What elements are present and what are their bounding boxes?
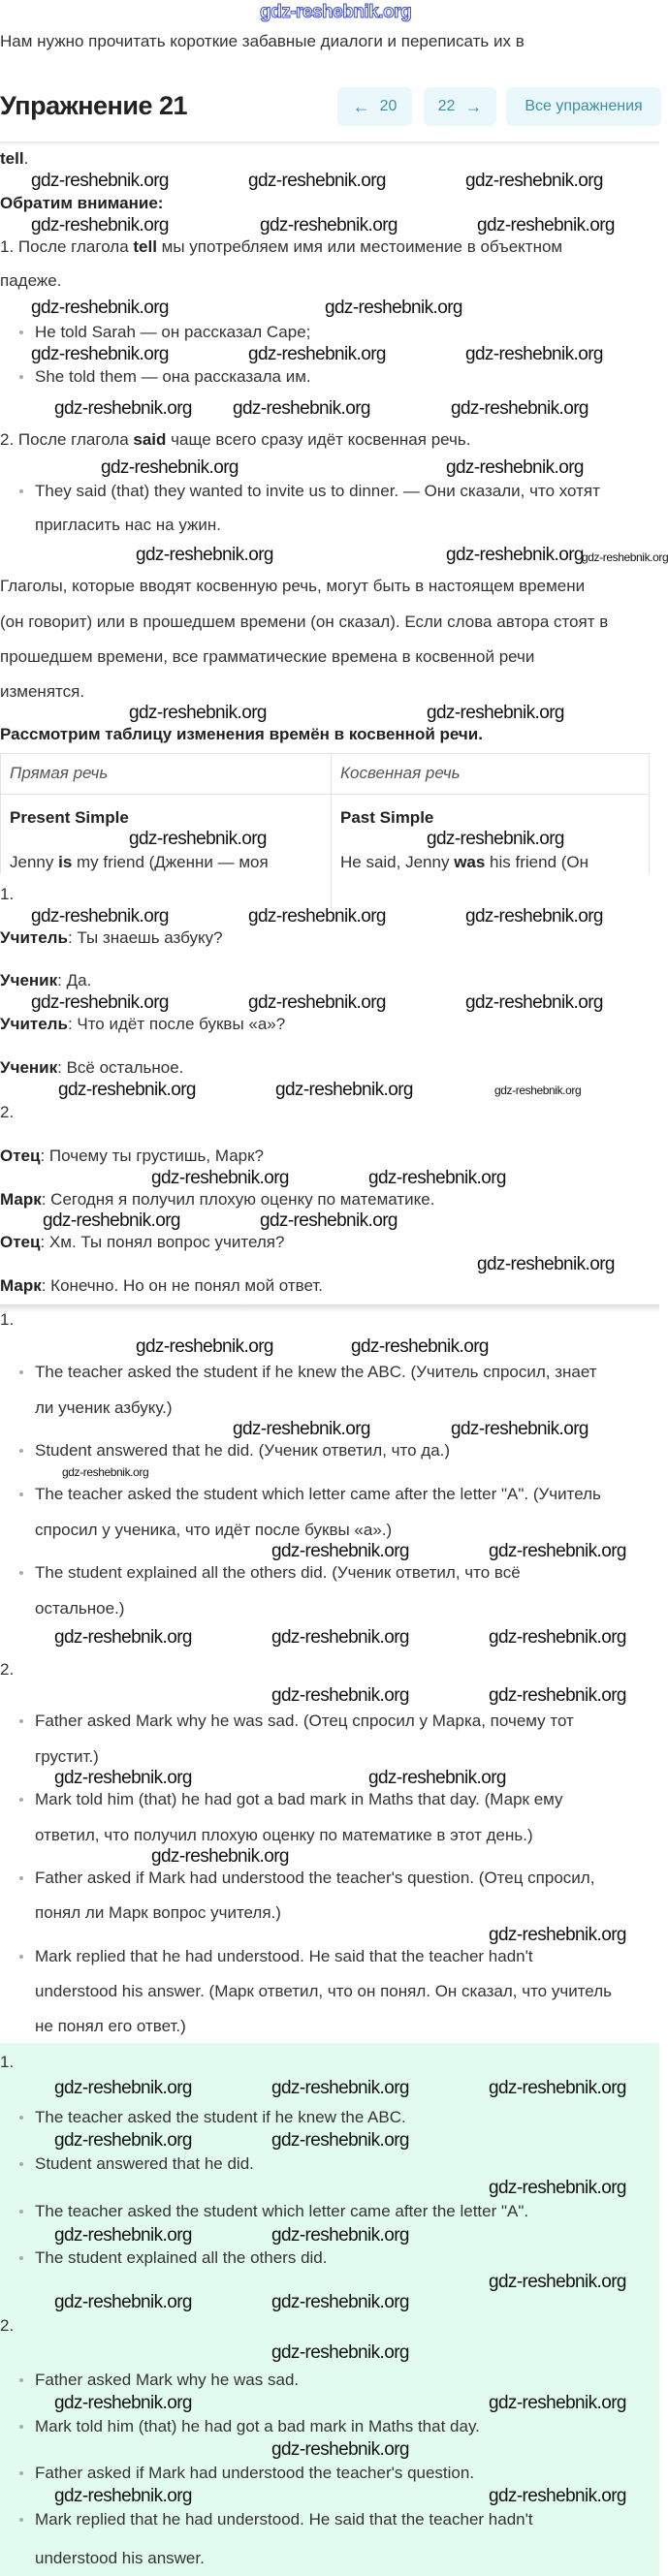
speaker: Марк xyxy=(0,1276,42,1295)
watermark: gdz-reshebnik.org xyxy=(54,2393,192,2413)
watermark: gdz-reshebnik.org xyxy=(368,1768,506,1788)
bullet-icon xyxy=(19,2210,23,2214)
paragraph-line: (он говорит) или в прошедшем времени (он сказал). Если слова автора стоят в xyxy=(0,613,609,631)
list-item: The student explained all the others did. xyxy=(35,2248,328,2267)
watermark: gdz-reshebnik.org xyxy=(351,1336,489,1357)
dialogue-line xyxy=(0,970,91,991)
watermark: gdz-reshebnik.org xyxy=(489,2078,626,2098)
list-item-cont: understood his answer. xyxy=(35,2549,205,2567)
text: чаще всего сразу идёт косвенная речь. xyxy=(166,430,471,449)
text-bold: said xyxy=(133,430,167,449)
watermark: gdz-reshebnik.org xyxy=(54,1627,192,1648)
table-cell xyxy=(1,794,331,910)
text: 1. После глагола xyxy=(0,237,134,256)
speaker: Отец xyxy=(0,1147,41,1165)
watermark: gdz-reshebnik.org xyxy=(62,1465,149,1479)
notice-point-1 xyxy=(0,236,562,258)
watermark: gdz-reshebnik.org xyxy=(260,215,398,236)
paragraph-line: прошедшем времени, все грамматические времена в косвенной речи xyxy=(0,647,535,666)
watermark: gdz-reshebnik.org xyxy=(489,1627,626,1648)
watermark: gdz-reshebnik.org xyxy=(489,1685,626,1706)
list-item: The teacher asked the student if he knew the ABC. xyxy=(35,2108,406,2126)
watermark: gdz-reshebnik.org xyxy=(248,992,386,1013)
bullet-icon xyxy=(19,1955,23,1959)
tense-indirect: Past Simple xyxy=(340,808,434,827)
speech: : Конечно. Но он не понял мой ответ. xyxy=(41,1276,324,1295)
list-item: The teacher asked the student if he knew the ABC. (Учитель спросил, знает xyxy=(35,1363,597,1381)
watermark: gdz-reshebnik.org xyxy=(136,1336,273,1357)
section-divider xyxy=(0,1304,659,1312)
watermark: gdz-reshebnik.org xyxy=(54,2292,192,2312)
dialogue-line xyxy=(0,1189,434,1210)
watermark: gdz-reshebnik.org xyxy=(54,398,192,419)
watermark: gdz-reshebnik.org xyxy=(31,171,169,191)
table-header-row xyxy=(1,754,649,795)
notice-point-1-cont: падеже. xyxy=(0,271,62,290)
bullet-icon xyxy=(19,489,23,493)
dialogue-1-number: 1. xyxy=(0,885,15,903)
watermark: gdz-reshebnik.org xyxy=(446,457,584,478)
site-logo[interactable]: gdz-reshebnik.org xyxy=(260,2,412,22)
list-item-cont: остальное.) xyxy=(35,1599,125,1618)
example-item: She told them — она рассказала им. xyxy=(35,367,311,386)
watermark: gdz-reshebnik.org xyxy=(271,2078,409,2098)
list-item: Mark replied that he had understood. He said that the teacher hadn't xyxy=(35,1947,533,1965)
dialogue-line xyxy=(0,927,223,949)
watermark: gdz-reshebnik.org xyxy=(271,2292,409,2312)
bullet-icon xyxy=(19,2471,23,2475)
watermark: gdz-reshebnik.org xyxy=(129,703,267,723)
watermark: gdz-reshebnik.org xyxy=(54,2078,192,2098)
speech: : Сегодня я получил плохую оценку по математике. xyxy=(41,1190,435,1209)
watermark: gdz-reshebnik.org xyxy=(54,2130,192,2151)
list-item: Student answered that he did. (Ученик ответил, что да.) xyxy=(35,1441,451,1460)
tell-rest: . xyxy=(23,149,29,168)
example-item-cont: пригласить нас на ужин. xyxy=(35,516,222,534)
dialogue-line xyxy=(0,1232,284,1253)
watermark: gdz-reshebnik.org xyxy=(271,2439,409,2460)
watermark: gdz-reshebnik.org xyxy=(477,1254,615,1274)
header-divider xyxy=(0,141,659,145)
table-header-cell xyxy=(1,754,331,794)
bullet-icon xyxy=(19,1492,23,1496)
watermark: gdz-reshebnik.org xyxy=(465,992,603,1013)
bullet-icon xyxy=(19,2256,23,2260)
tell-line xyxy=(0,148,28,170)
example-item: He told Sarah — он рассказал Саре; xyxy=(35,323,311,341)
text: мы употребляем имя или местоимение в объектном xyxy=(156,237,563,256)
speaker: Ученик xyxy=(0,971,58,990)
list-item: Student answered that he did. xyxy=(35,2154,254,2173)
bullet-icon xyxy=(19,1798,23,1802)
watermark: gdz-reshebnik.org xyxy=(451,1419,588,1439)
arrow-left-icon: ← xyxy=(352,96,370,116)
watermark: gdz-reshebnik.org xyxy=(233,1419,370,1439)
list-item-cont: ли ученик азбуку.) xyxy=(35,1398,173,1417)
watermark: gdz-reshebnik.org xyxy=(54,2486,192,2506)
table-row xyxy=(1,794,649,910)
list-item: Father asked Mark why he was sad. xyxy=(35,2371,300,2389)
watermark: gdz-reshebnik.org xyxy=(271,1685,409,1706)
watermark: gdz-reshebnik.org xyxy=(58,1080,196,1100)
watermark: gdz-reshebnik.org xyxy=(489,1925,626,1945)
header-direct: Прямая речь xyxy=(10,764,109,782)
list-item: The student explained all the others did. (Ученик ответил, что всё xyxy=(35,1563,521,1582)
watermark: gdz-reshebnik.org xyxy=(325,298,462,318)
list-item: Father asked if Mark had understood the teacher's question. xyxy=(35,2464,475,2482)
list-item: Father asked Mark why he was sad. (Отец спросил у Марка, почему тот xyxy=(35,1712,574,1730)
table-title: Рассмотрим таблицу изменения времён в косвенной речи. xyxy=(0,725,483,743)
example-direct xyxy=(10,852,269,873)
bullet-icon xyxy=(19,1449,23,1453)
watermark: gdz-reshebnik.org xyxy=(31,992,169,1013)
list-item-cont: спросил у ученика, что идёт после буквы «а».) xyxy=(35,1521,393,1539)
speaker: Ученик xyxy=(0,1058,58,1077)
paragraph-line: изменятся. xyxy=(0,682,85,701)
text: He said, Jenny xyxy=(340,853,455,871)
speaker: Учитель xyxy=(0,1015,68,1033)
watermark: gdz-reshebnik.org xyxy=(446,545,584,565)
watermark: gdz-reshebnik.org xyxy=(489,2178,626,2198)
list-item: The teacher asked the student which letter came after the letter "A". xyxy=(35,2202,529,2220)
bullet-icon xyxy=(19,1571,23,1575)
list-item: Mark told him (that) he had got a bad mark in Maths that day. xyxy=(35,2417,480,2435)
header-indirect: Косвенная речь xyxy=(340,764,461,782)
text: his friend (Он xyxy=(485,853,589,871)
watermark: gdz-reshebnik.org xyxy=(427,703,564,723)
page-title: Упражнение 21 xyxy=(0,91,188,120)
prev-exercise-button[interactable] xyxy=(337,87,412,126)
next-exercise-label: 22 xyxy=(437,98,456,114)
watermark: gdz-reshebnik.org xyxy=(271,1627,409,1648)
watermark: gdz-reshebnik.org xyxy=(271,2342,409,2363)
watermark: gdz-reshebnik.org xyxy=(465,171,603,191)
watermark: gdz-reshebnik.org xyxy=(427,829,564,849)
watermark: gdz-reshebnik.org xyxy=(489,2486,626,2506)
watermark: gdz-reshebnik.org xyxy=(271,2130,409,2151)
watermark: gdz-reshebnik.org xyxy=(494,1084,582,1097)
text-bold: tell xyxy=(133,237,157,256)
watermark: gdz-reshebnik.org xyxy=(451,398,588,419)
all-exercises-button[interactable] xyxy=(506,87,661,126)
speaker: Марк xyxy=(0,1190,42,1209)
notice-point-2 xyxy=(0,429,470,451)
watermark: gdz-reshebnik.org xyxy=(582,550,668,564)
bullet-icon xyxy=(19,2116,23,2120)
tense-direct: Present Simple xyxy=(10,808,129,827)
watermark: gdz-reshebnik.org xyxy=(31,298,169,318)
watermark: gdz-reshebnik.org xyxy=(54,1768,192,1788)
speech: : Что идёт после буквы «а»? xyxy=(67,1015,286,1033)
watermark: gdz-reshebnik.org xyxy=(129,829,267,849)
list-item: The teacher asked the student which letter came after the letter "A". (Учитель xyxy=(35,1485,601,1503)
bullet-icon xyxy=(19,1876,23,1880)
dialogue-2-number: 2. xyxy=(0,1103,15,1121)
list-item-cont: ответил, что получил плохую оценку по математике в этот день.) xyxy=(35,1826,533,1844)
paragraph-line: Глаголы, которые вводят косвенную речь, могут быть в настоящем времени xyxy=(0,577,586,595)
arrow-right-icon: → xyxy=(464,96,483,116)
list-item: Mark told him (that) he had got a bad mark in Maths that day. (Марк ему xyxy=(35,1790,563,1808)
text: Jenny xyxy=(10,853,59,871)
dialogue-line xyxy=(0,1057,183,1079)
list-number: 2. xyxy=(0,2316,15,2335)
list-item-cont: understood his answer. (Марк ответил, что он понял. Он сказал, что учитель xyxy=(35,1982,612,2000)
tell-word: tell xyxy=(0,149,24,168)
bullet-icon xyxy=(19,2518,23,2522)
watermark: gdz-reshebnik.org xyxy=(489,2393,626,2413)
watermark: gdz-reshebnik.org xyxy=(275,1080,413,1100)
prev-exercise-label: 20 xyxy=(379,98,398,114)
speech: : Да. xyxy=(57,971,92,990)
watermark: gdz-reshebnik.org xyxy=(248,906,386,927)
example-indirect xyxy=(340,852,588,873)
watermark: gdz-reshebnik.org xyxy=(233,398,370,419)
speech: : Почему ты грустишь, Марк? xyxy=(40,1147,265,1165)
list-item-cont: понял ли Марк вопрос учителя.) xyxy=(35,1903,281,1922)
text: 2. После глагола xyxy=(0,430,134,449)
list-number: 2. xyxy=(0,1660,15,1679)
bullet-icon xyxy=(19,2425,23,2429)
list-number: 1. xyxy=(0,1310,15,1329)
watermark: gdz-reshebnik.org xyxy=(477,215,615,236)
list-item: Mark replied that he had understood. He said that the teacher hadn't xyxy=(35,2510,533,2529)
bullet-icon xyxy=(19,2162,23,2166)
speech: : Хм. Ты понял вопрос учителя? xyxy=(40,1233,285,1251)
speaker: Учитель xyxy=(0,928,68,947)
watermark: gdz-reshebnik.org xyxy=(31,906,169,927)
watermark: gdz-reshebnik.org xyxy=(271,1541,409,1561)
bullet-icon xyxy=(19,375,23,379)
text: my friend (Дженни — моя xyxy=(72,853,269,871)
speaker: Отец xyxy=(0,1233,41,1251)
watermark: gdz-reshebnik.org xyxy=(271,2225,409,2246)
dialogue-line xyxy=(0,1014,285,1035)
watermark: gdz-reshebnik.org xyxy=(151,1168,289,1188)
watermark: gdz-reshebnik.org xyxy=(151,1846,289,1867)
next-exercise-button[interactable] xyxy=(424,87,496,126)
intro-text: Нам нужно прочитать короткие забавные диалоги и переписать их в xyxy=(0,32,525,50)
notice-title: Обратим внимание: xyxy=(0,194,164,212)
all-exercises-label: Все упражнения xyxy=(525,98,643,114)
list-item-cont: не понял его ответ.) xyxy=(35,2017,186,2035)
watermark: gdz-reshebnik.org xyxy=(136,545,273,565)
watermark: gdz-reshebnik.org xyxy=(368,1168,506,1188)
watermark: gdz-reshebnik.org xyxy=(31,344,169,364)
watermark: gdz-reshebnik.org xyxy=(248,344,386,364)
watermark: gdz-reshebnik.org xyxy=(101,457,239,478)
watermark: gdz-reshebnik.org xyxy=(465,906,603,927)
watermark: gdz-reshebnik.org xyxy=(54,2225,192,2246)
watermark: gdz-reshebnik.org xyxy=(465,344,603,364)
list-number: 1. xyxy=(0,2053,15,2071)
bullet-icon xyxy=(19,2378,23,2382)
watermark: gdz-reshebnik.org xyxy=(489,1541,626,1561)
table-cell xyxy=(331,794,650,910)
bullet-icon xyxy=(19,1719,23,1723)
speech: : Всё остальное. xyxy=(57,1058,184,1077)
example-item: They said (that) they wanted to invite us to dinner. — Они сказали, что хотят xyxy=(35,482,600,500)
speech: : Ты знаешь азбуку? xyxy=(67,928,223,947)
text-bold: was xyxy=(454,853,486,871)
list-item-cont: грустит.) xyxy=(35,1747,99,1766)
table-header-cell xyxy=(331,754,650,794)
watermark: gdz-reshebnik.org xyxy=(260,1210,398,1231)
tense-table xyxy=(0,753,650,873)
bullet-icon xyxy=(19,1370,23,1374)
watermark: gdz-reshebnik.org xyxy=(43,1210,180,1231)
dialogue-line xyxy=(0,1146,264,1167)
text-bold: is xyxy=(58,853,73,871)
watermark: gdz-reshebnik.org xyxy=(248,171,386,191)
watermark: gdz-reshebnik.org xyxy=(31,215,169,236)
bullet-icon xyxy=(19,330,23,334)
dialogue-line xyxy=(0,1275,323,1297)
list-item: Father asked if Mark had understood the teacher's question. (Отец спросил, xyxy=(35,1869,595,1887)
watermark: gdz-reshebnik.org xyxy=(489,2272,626,2292)
